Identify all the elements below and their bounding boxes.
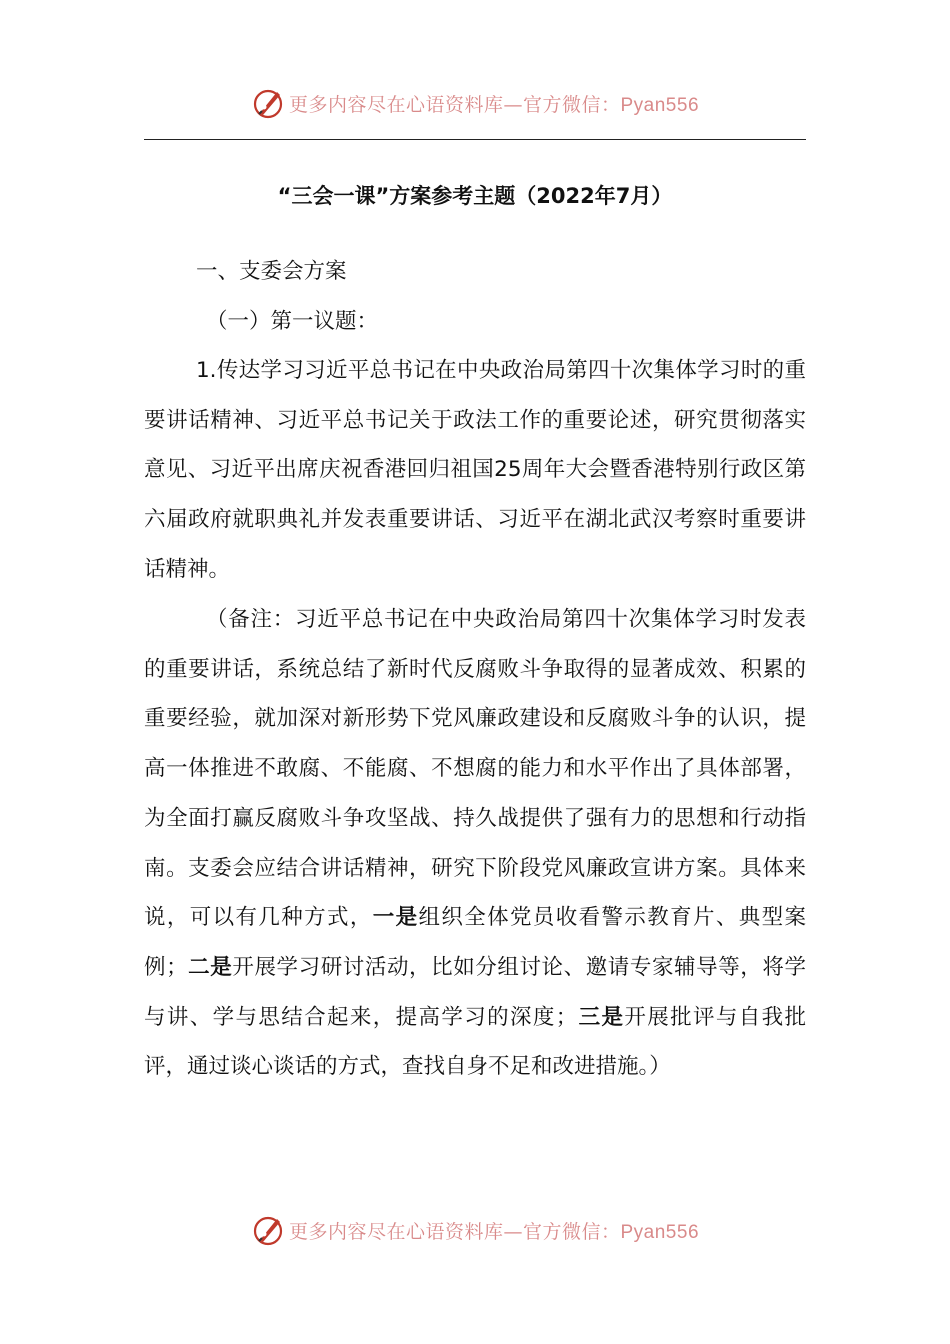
subsection-heading: （一）第一议题： bbox=[206, 309, 379, 334]
note-paragraph bbox=[144, 595, 806, 1092]
footer-banner bbox=[0, 1210, 950, 1250]
banner-text bbox=[289, 90, 699, 117]
point-3-label: 三是 bbox=[577, 1004, 625, 1030]
point-3-text: 开展批评与自我批评，通过谈心谈话的方式，查找自身不足和改进措施。） bbox=[144, 1004, 806, 1080]
section-heading: 一、支委会方案 bbox=[196, 259, 347, 284]
quill-logo-icon bbox=[251, 1213, 285, 1247]
point-2-label: 二是 bbox=[187, 954, 233, 980]
banner-text bbox=[289, 1217, 699, 1244]
banner-wechat-id: Pyan556 bbox=[620, 94, 700, 116]
note-intro: （备注：习近平总书记在中央政治局第四十次集体学习时发表的重要讲话，系统总结了新时代反腐败斗争取得的显著成效、积累的重要经验，就加深对新形势下党风廉政建设和反腐败斗争的认识，提高一体推进不敢腐、不能腐、不想腐的能力和水平作出了具体部署，为全面打赢反腐败斗争攻坚战、持久战提供了强有力的思想和行动指南。支委会应结合讲话精神，研究下阶段党风廉政宣讲方案。具体来说，可以有几种方式， bbox=[144, 607, 806, 931]
banner-text-cn: 更多内容尽在心语资料库—官方微信： bbox=[288, 93, 621, 116]
document-title: “三会一课”方案参考主题（2022年7月） bbox=[277, 184, 673, 208]
point-1-text: 组织全体党员收看警示教育片、典型案例； bbox=[144, 905, 806, 980]
banner-text-cn: 更多内容尽在心语资料库—官方微信： bbox=[288, 1220, 621, 1243]
banner-wechat-id: Pyan556 bbox=[620, 1221, 700, 1243]
header-rule bbox=[144, 139, 806, 140]
point-1-label: 一是 bbox=[372, 905, 419, 931]
point-2-text: 开展学习研讨活动，比如分组讨论、邀请专家辅导等，将学与讲、学与思结合起来，提高学习的深度； bbox=[144, 954, 806, 1030]
item-1-paragraph: 1.传达学习习近平总书记在中央政治局第四十次集体学习时的重要讲话精神、习近平总书记关于政法工作的重要论述，研究贯彻落实意见、习近平出席庆祝香港回归祖国25周年大会暨香港特别行政区第六届政府就职典礼并发表重要讲话、习近平在湖北武汉考察时重要讲话精神。 bbox=[144, 358, 806, 582]
header-banner bbox=[0, 83, 950, 123]
quill-logo-icon bbox=[251, 86, 285, 120]
